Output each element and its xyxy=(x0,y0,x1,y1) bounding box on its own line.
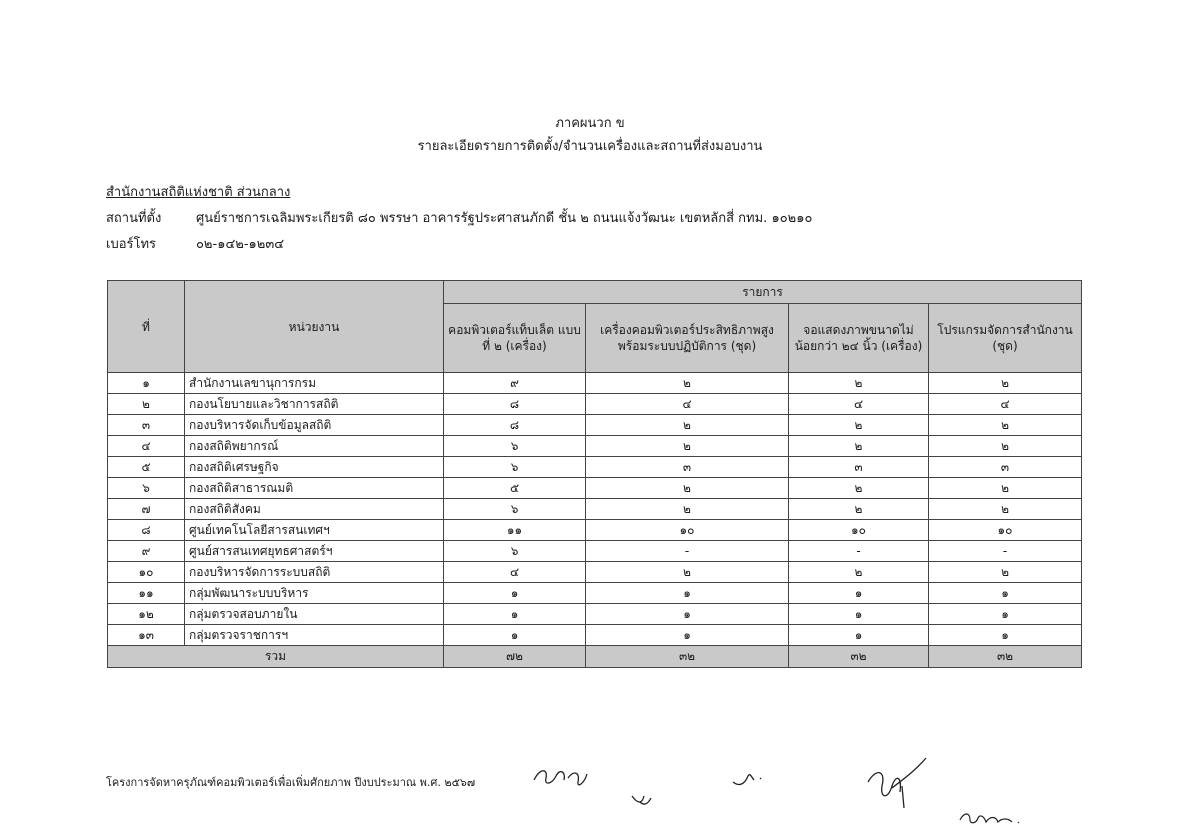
cell-pc: - xyxy=(586,541,789,562)
cell-pc: ๑ xyxy=(586,583,789,604)
cell-no: ๑๒ xyxy=(108,604,185,625)
cell-pc: ๒ xyxy=(586,436,789,457)
table-row xyxy=(108,520,1082,541)
header-no: ที่ xyxy=(108,281,185,373)
total-tablet: ๗๒ xyxy=(444,646,586,668)
cell-tablet: ๑ xyxy=(444,604,586,625)
cell-monitor: ๒ xyxy=(789,415,929,436)
cell-unit: กลุ่มตรวจราชการฯ xyxy=(185,625,444,646)
footer-text: โครงการจัดหาครุภัณฑ์คอมพิวเตอร์เพื่อเพิ่มศักยภาพ ปีงบประมาณ พ.ศ. ๒๕๖๗ xyxy=(106,776,476,789)
cell-no: ๖ xyxy=(108,478,185,499)
cell-office-software: ๑ xyxy=(929,625,1082,646)
cell-unit: กองสถิติพยากรณ์ xyxy=(185,436,444,457)
table-row xyxy=(108,562,1082,583)
cell-pc: ๒ xyxy=(586,499,789,520)
table-row xyxy=(108,457,1082,478)
cell-tablet: ๘ xyxy=(444,415,586,436)
total-pc: ๓๒ xyxy=(586,646,789,668)
handwritten-mark xyxy=(630,790,654,810)
cell-tablet: ๖ xyxy=(444,541,586,562)
cell-office-software: ๒ xyxy=(929,373,1082,394)
cell-pc: ๓ xyxy=(586,457,789,478)
header-pc: เครื่องคอมพิวเตอร์ประสิทธิภาพสูง พร้อมระบบปฏิบัติการ (ชุด) xyxy=(586,304,789,373)
cell-unit: ศูนย์สารสนเทศยุทธศาสตร์ฯ xyxy=(185,541,444,562)
cell-monitor: ๑ xyxy=(789,583,929,604)
cell-pc: ๔ xyxy=(586,394,789,415)
cell-unit: กองสถิติสาธารณมติ xyxy=(185,478,444,499)
equipment-table xyxy=(107,280,1082,668)
header-monitor: จอแสดงภาพขนาดไม่ น้อยกว่า ๒๔ นิ้ว (เครื่อง) xyxy=(789,304,929,373)
cell-pc: ๑ xyxy=(586,625,789,646)
office-name: สำนักงานสถิติแห่งชาติ ส่วนกลาง xyxy=(106,185,291,200)
cell-unit: สำนักงานเลขานุการกรม xyxy=(185,373,444,394)
cell-monitor: ๑๐ xyxy=(789,520,929,541)
cell-pc: ๑๐ xyxy=(586,520,789,541)
header-tablet: คอมพิวเตอร์แท็บเล็ต แบบที่ ๒ (เครื่อง) xyxy=(444,304,586,373)
cell-no: ๑๓ xyxy=(108,625,185,646)
location-label: สถานที่ตั้ง xyxy=(106,211,162,226)
cell-tablet: ๙ xyxy=(444,373,586,394)
cell-tablet: ๖ xyxy=(444,499,586,520)
table-row xyxy=(108,373,1082,394)
cell-monitor: ๓ xyxy=(789,457,929,478)
cell-tablet: ๑๑ xyxy=(444,520,586,541)
cell-office-software: ๒ xyxy=(929,562,1082,583)
total-monitor: ๓๒ xyxy=(789,646,929,668)
cell-pc: ๒ xyxy=(586,373,789,394)
cell-monitor: ๒ xyxy=(789,499,929,520)
total-office-software: ๓๒ xyxy=(929,646,1082,668)
cell-tablet: ๑ xyxy=(444,583,586,604)
header-items-group: รายการ xyxy=(444,281,1082,304)
table-row xyxy=(108,583,1082,604)
cell-unit: กองนโยบายและวิชาการสถิติ xyxy=(185,394,444,415)
cell-office-software: ๒ xyxy=(929,415,1082,436)
appendix-title: ภาคผนวก ข xyxy=(555,116,625,131)
table-row xyxy=(108,604,1082,625)
cell-no: ๑๐ xyxy=(108,562,185,583)
cell-no: ๑๑ xyxy=(108,583,185,604)
cell-office-software: ๑๐ xyxy=(929,520,1082,541)
cell-monitor: ๑ xyxy=(789,625,929,646)
table-row xyxy=(108,436,1082,457)
cell-tablet: ๖ xyxy=(444,436,586,457)
cell-no: ๓ xyxy=(108,415,185,436)
cell-unit: กลุ่มตรวจสอบภายใน xyxy=(185,604,444,625)
cell-tablet: ๘ xyxy=(444,394,586,415)
cell-tablet: ๑ xyxy=(444,625,586,646)
cell-office-software: ๓ xyxy=(929,457,1082,478)
cell-monitor: ๒ xyxy=(789,373,929,394)
cell-office-software: ๑ xyxy=(929,604,1082,625)
table-row xyxy=(108,394,1082,415)
cell-no: ๙ xyxy=(108,541,185,562)
cell-monitor: ๒ xyxy=(789,436,929,457)
phone-value: ๐๒-๑๔๒-๑๒๓๔ xyxy=(196,237,285,252)
total-label: รวม xyxy=(108,646,444,668)
cell-no: ๘ xyxy=(108,520,185,541)
cell-no: ๕ xyxy=(108,457,185,478)
cell-no: ๗ xyxy=(108,499,185,520)
cell-office-software: ๑ xyxy=(929,583,1082,604)
cell-office-software: - xyxy=(929,541,1082,562)
cell-office-software: ๒ xyxy=(929,478,1082,499)
cell-unit: ศูนย์เทคโนโลยีสารสนเทศฯ xyxy=(185,520,444,541)
table-row xyxy=(108,625,1082,646)
header-office-software: โปรแกรมจัดการสำนักงาน (ชุด) xyxy=(929,304,1082,373)
cell-office-software: ๒ xyxy=(929,436,1082,457)
table-row xyxy=(108,478,1082,499)
handwritten-note xyxy=(956,806,1026,828)
cell-office-software: ๔ xyxy=(929,394,1082,415)
cell-pc: ๑ xyxy=(586,604,789,625)
location-value: ศูนย์ราชการเฉลิมพระเกียรติ ๘๐ พรรษา อาคารรัฐประศาสนภักดี ชั้น ๒ ถนนแจ้งวัฒนะ เขตหลักสี่ กทม. ๑๐๒๑๐ xyxy=(196,211,813,226)
table-row xyxy=(108,415,1082,436)
handwritten-check xyxy=(730,768,770,790)
cell-monitor: ๑ xyxy=(789,604,929,625)
cell-tablet: ๖ xyxy=(444,457,586,478)
signature xyxy=(862,752,932,812)
cell-no: ๔ xyxy=(108,436,185,457)
cell-no: ๒ xyxy=(108,394,185,415)
phone-label: เบอร์โทร xyxy=(106,237,157,252)
cell-monitor: ๒ xyxy=(789,562,929,583)
cell-pc: ๒ xyxy=(586,415,789,436)
table-row xyxy=(108,499,1082,520)
cell-monitor: ๒ xyxy=(789,478,929,499)
appendix-subtitle: รายละเอียดรายการติดตั้ง/จำนวนเครื่องและสถานที่ส่งมอบงาน xyxy=(417,139,763,154)
cell-unit: กองบริหารจัดเก็บข้อมูลสถิติ xyxy=(185,415,444,436)
cell-office-software: ๒ xyxy=(929,499,1082,520)
handwritten-initials xyxy=(530,762,590,792)
cell-monitor: - xyxy=(789,541,929,562)
cell-unit: กองบริหารจัดการระบบสถิติ xyxy=(185,562,444,583)
cell-tablet: ๕ xyxy=(444,478,586,499)
cell-pc: ๒ xyxy=(586,562,789,583)
cell-tablet: ๔ xyxy=(444,562,586,583)
header-unit: หน่วยงาน xyxy=(185,281,444,373)
table-row xyxy=(108,541,1082,562)
cell-monitor: ๔ xyxy=(789,394,929,415)
cell-unit: กองสถิติสังคม xyxy=(185,499,444,520)
cell-no: ๑ xyxy=(108,373,185,394)
cell-pc: ๒ xyxy=(586,478,789,499)
cell-unit: กลุ่มพัฒนาระบบบริหาร xyxy=(185,583,444,604)
cell-unit: กองสถิติเศรษฐกิจ xyxy=(185,457,444,478)
